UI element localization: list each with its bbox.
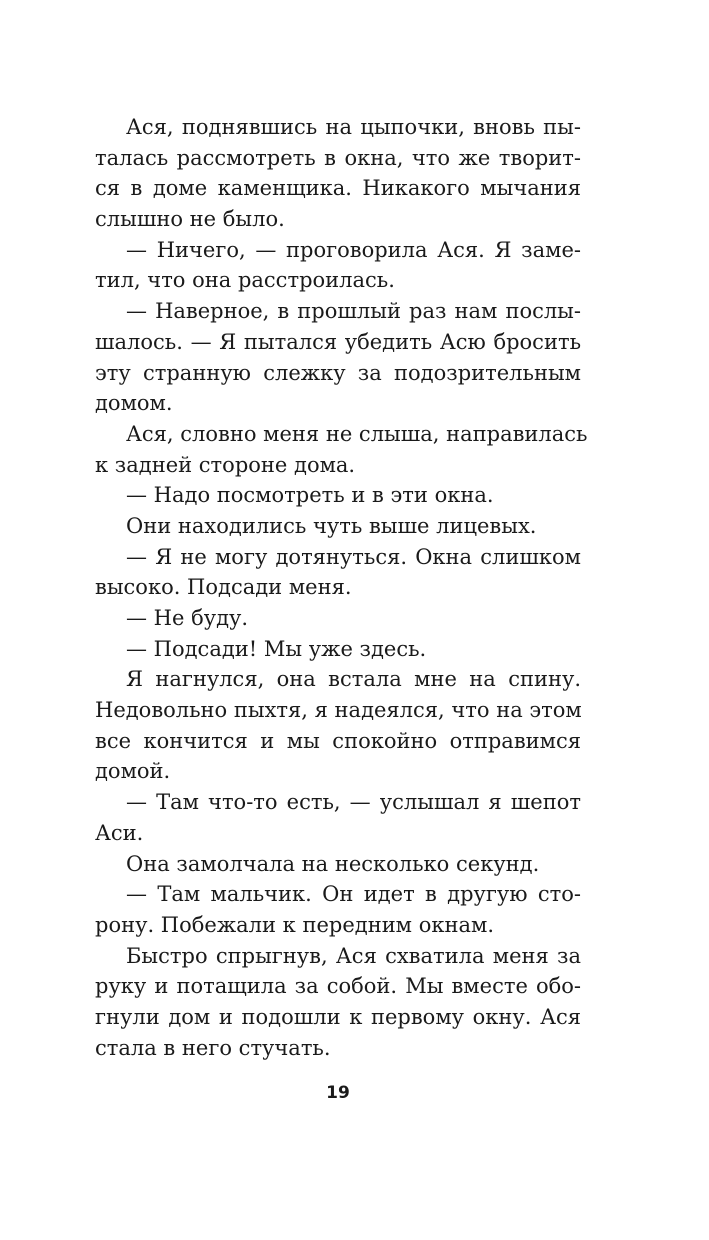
text-line: тил, что она расстроилась. bbox=[95, 268, 395, 293]
text-line: к задней стороне дома. bbox=[95, 452, 356, 477]
text-line: домой. bbox=[95, 759, 171, 784]
text-line: ся в доме каменщика. Никакого мычания bbox=[95, 176, 581, 201]
text-line: — Подсади! Мы уже здесь. bbox=[126, 636, 427, 661]
page-number: 19 bbox=[326, 1083, 350, 1103]
text-line: рону. Побежали к передним окнам. bbox=[95, 912, 494, 937]
text-line: Недовольно пыхтя, я надеялся, что на этом bbox=[95, 698, 582, 723]
text-line: Они находились чуть выше лицевых. bbox=[126, 513, 537, 538]
text-line: шалось. — Я пытался убедить Асю бросить bbox=[95, 329, 581, 354]
text-line: слышно не было. bbox=[95, 207, 285, 232]
text-line: домом. bbox=[95, 391, 173, 416]
text-line: — Там мальчик. Он идет в другую сто- bbox=[126, 882, 581, 907]
text-line: талась рассмотреть в окна, что же творит- bbox=[95, 145, 581, 170]
text-line: Аси. bbox=[95, 820, 144, 845]
text-line: Ася, поднявшись на цыпочки, вновь пы- bbox=[126, 115, 581, 139]
text-line: эту странную слежку за подозрительным bbox=[95, 360, 581, 385]
text-line: гнули дом и подошли к первому окну. Ася bbox=[95, 1004, 581, 1029]
text-line: — Я не могу дотянуться. Окна слишком bbox=[126, 544, 581, 569]
text-line: Я нагнулся, она встала мне на спину. bbox=[126, 667, 581, 692]
text-line: — Не буду. bbox=[126, 606, 249, 630]
body-text bbox=[95, 112, 588, 1063]
text-line: — Надо посмотреть и в эти окна. bbox=[126, 483, 494, 508]
text-line: — Наверное, в прошлый раз нам послы- bbox=[126, 299, 581, 324]
text-line: руку и потащила за собой. Мы вместе обо- bbox=[95, 974, 581, 999]
text-line: Ася, словно меня не слыша, направилась bbox=[126, 421, 588, 446]
text-line: Она замолчала на несколько секунд. bbox=[126, 851, 540, 876]
text-line: Быстро спрыгнув, Ася схватила меня за bbox=[126, 943, 581, 968]
text-line: высоко. Подсади меня. bbox=[95, 575, 352, 600]
text-line: — Ничего, — проговорила Ася. Я заме- bbox=[126, 237, 581, 262]
text-line: стала в него стучать. bbox=[95, 1035, 331, 1060]
text-line: все кончится и мы спокойно отправимся bbox=[95, 728, 581, 753]
text-line: — Там что-то есть, — услышал я шепот bbox=[126, 790, 581, 815]
